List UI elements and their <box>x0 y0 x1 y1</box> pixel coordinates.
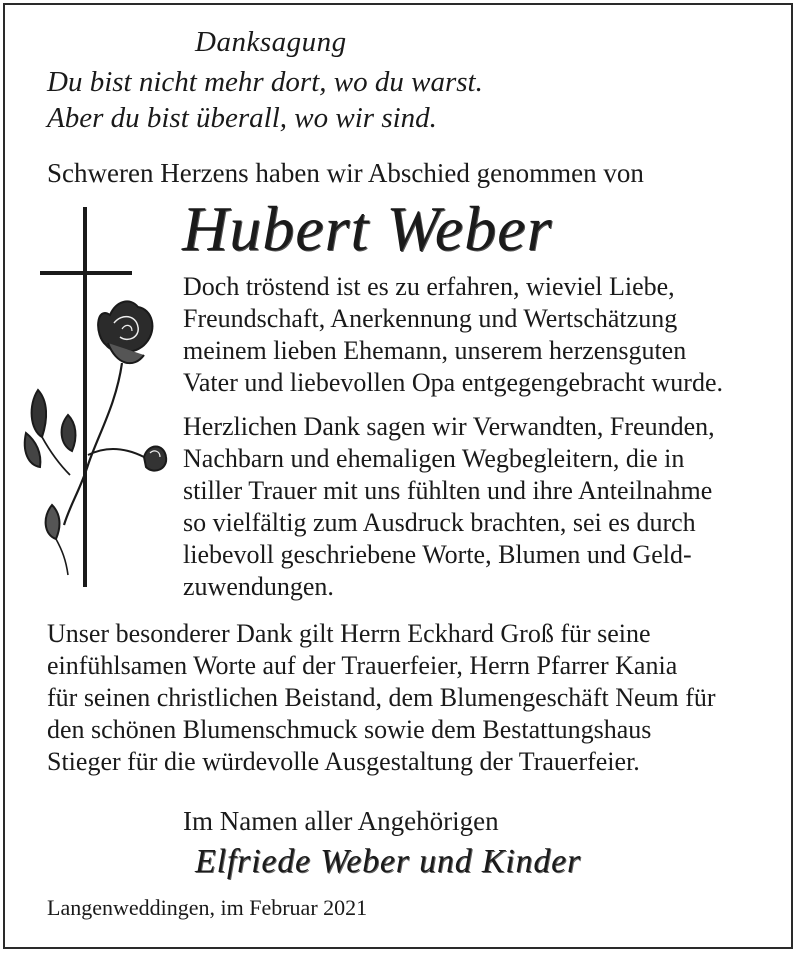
paragraph-line: meinem lieben Ehemann, unserem herzensguten <box>183 336 687 365</box>
paragraph-line: einfühlsamen Worte auf der Trauerfeier, Herrn Pfarrer Kania <box>47 651 678 680</box>
motto-line-2: Aber du bist überall, wo wir sind. <box>47 102 437 134</box>
motto-line-1: Du bist nicht mehr dort, wo du warst. <box>47 66 483 98</box>
notice-heading: Danksagung <box>195 26 347 58</box>
paragraph-line: Nachbarn und ehemaligen Wegbegleitern, die in <box>183 444 685 473</box>
paragraph-line: für seinen christlichen Beistand, dem Blumengeschäft Neum für <box>47 683 716 712</box>
paragraph-line: Vater und liebevollen Opa entgegengebracht wurde. <box>183 368 724 397</box>
cross-with-rose-icon <box>18 205 168 590</box>
paragraph-line: Stieger für die würdevolle Ausgestaltung der Trauerfeier. <box>47 747 640 776</box>
paragraph-line: zuwendungen. <box>183 572 334 601</box>
place-date: Langenweddingen, im Februar 2021 <box>47 895 368 920</box>
paragraph-line: so vielfältig zum Ausdruck brachten, sei es durch <box>183 508 696 537</box>
intro-text: Schweren Herzens haben wir Abschied genommen von <box>47 158 644 188</box>
paragraph-line: den schönen Blumenschmuck sowie dem Bestattungshaus <box>47 715 652 744</box>
paragraph-thanks-love <box>183 271 723 399</box>
paragraph-line: Doch tröstend ist es zu erfahren, wieviel Liebe, <box>183 272 675 301</box>
paragraph-line: liebevoll geschriebene Worte, Blumen und Geld- <box>183 540 692 569</box>
paragraph-thanks-relatives <box>183 411 715 603</box>
signature-name: Elfriede Weber und Kinder <box>195 843 582 880</box>
paragraph-line: Unser besonderer Dank gilt Herrn Eckhard Groß für seine <box>47 619 651 648</box>
deceased-name: Hubert Weber <box>182 193 553 264</box>
paragraph-line: Freundschaft, Anerkennung und Wertschätzung <box>183 304 678 333</box>
paragraph-line: Herzlichen Dank sagen wir Verwandten, Freunden, <box>183 412 715 441</box>
paragraph-line: stiller Trauer mit uns fühlten und ihre Anteilnahme <box>183 476 713 505</box>
signature-label: Im Namen aller Angehörigen <box>183 806 499 836</box>
paragraph-special-thanks <box>47 618 716 778</box>
